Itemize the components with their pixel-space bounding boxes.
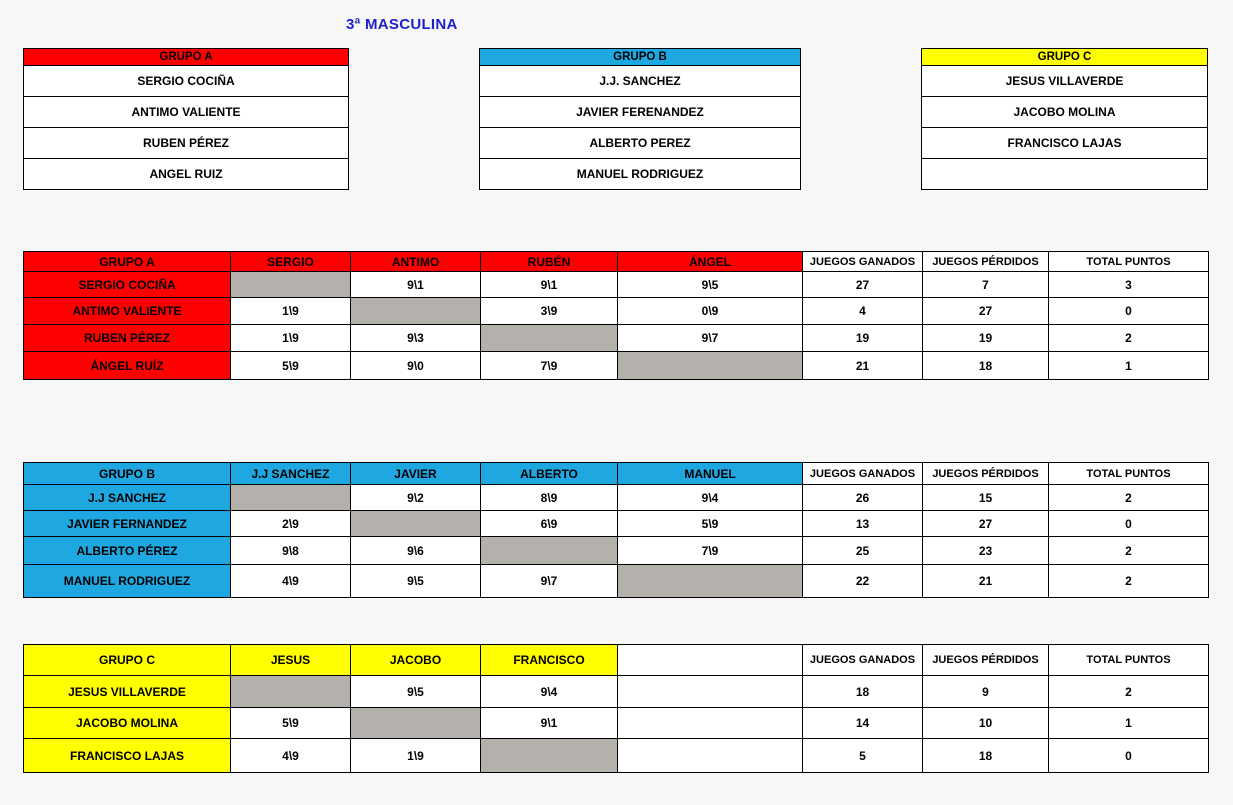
points-cell: 0 — [1049, 298, 1209, 325]
group-b-player: ALBERTO PEREZ — [480, 128, 801, 159]
results-c-col: FRANCISCO — [481, 645, 618, 676]
score-cell: 9\4 — [481, 676, 618, 708]
empty-cell — [481, 537, 618, 565]
results-c-header: GRUPO C — [24, 645, 231, 676]
points-cell: 2 — [1049, 676, 1209, 708]
points-cell: 2 — [1049, 325, 1209, 352]
won-cell: 13 — [803, 511, 923, 537]
score-cell: 9\1 — [351, 272, 481, 298]
results-a-col: ÁNGEL — [618, 252, 803, 272]
won-cell: 5 — [803, 739, 923, 773]
group-b-player: MANUEL RODRIGUEZ — [480, 159, 801, 190]
lost-cell: 27 — [923, 511, 1049, 537]
score-cell — [618, 676, 803, 708]
group-a-player: RUBEN PÉREZ — [24, 128, 349, 159]
score-cell: 9\3 — [351, 325, 481, 352]
won-cell: 22 — [803, 565, 923, 598]
results-b-col: MANUEL — [618, 463, 803, 485]
won-cell: 25 — [803, 537, 923, 565]
won-cell: 21 — [803, 352, 923, 380]
lost-cell: 23 — [923, 537, 1049, 565]
group-c-player: JACOBO MOLINA — [922, 97, 1208, 128]
row-name: J.J SANCHEZ — [24, 485, 231, 511]
score-cell — [618, 739, 803, 773]
results-c-col: JESUS — [231, 645, 351, 676]
empty-cell — [481, 739, 618, 773]
points-cell: 0 — [1049, 511, 1209, 537]
lost-header: JUEGOS PÉRDIDOS — [923, 645, 1049, 676]
group-b-list — [479, 48, 801, 190]
score-cell: 9\7 — [481, 565, 618, 598]
empty-cell — [351, 511, 481, 537]
points-cell: 2 — [1049, 565, 1209, 598]
lost-cell: 15 — [923, 485, 1049, 511]
results-b-header: GRUPO B — [24, 463, 231, 485]
points-header: TOTAL PUNTOS — [1049, 252, 1209, 272]
results-b-col: J.J SANCHEZ — [231, 463, 351, 485]
group-b-results — [23, 462, 1209, 598]
won-cell: 4 — [803, 298, 923, 325]
points-header: TOTAL PUNTOS — [1049, 463, 1209, 485]
score-cell: 4\9 — [231, 565, 351, 598]
score-cell: 1\9 — [351, 739, 481, 773]
group-a-header: GRUPO A — [24, 49, 349, 66]
lost-header: JUEGOS PÉRDIDOS — [923, 252, 1049, 272]
page-title: 3ª MASCULINA — [346, 16, 458, 33]
points-cell: 1 — [1049, 352, 1209, 380]
score-cell: 9\0 — [351, 352, 481, 380]
row-name: ALBERTO PÉREZ — [24, 537, 231, 565]
row-name: MANUEL RODRIGUEZ — [24, 565, 231, 598]
score-cell: 5\9 — [231, 352, 351, 380]
won-header: JUEGOS GANADOS — [803, 645, 923, 676]
won-header: JUEGOS GANADOS — [803, 252, 923, 272]
empty-cell — [481, 325, 618, 352]
score-cell: 5\9 — [618, 511, 803, 537]
score-cell: 2\9 — [231, 511, 351, 537]
empty-cell — [231, 272, 351, 298]
won-cell: 26 — [803, 485, 923, 511]
empty-cell — [618, 352, 803, 380]
empty-cell — [351, 708, 481, 739]
row-name: JAVIER FERNANDEZ — [24, 511, 231, 537]
lost-cell: 10 — [923, 708, 1049, 739]
results-b-col: JAVIER — [351, 463, 481, 485]
score-cell: 7\9 — [481, 352, 618, 380]
points-cell: 3 — [1049, 272, 1209, 298]
score-cell: 0\9 — [618, 298, 803, 325]
lost-cell: 18 — [923, 739, 1049, 773]
score-cell: 9\2 — [351, 485, 481, 511]
group-c-player: FRANCISCO LAJAS — [922, 128, 1208, 159]
group-c-header: GRUPO C — [922, 49, 1208, 66]
won-header: JUEGOS GANADOS — [803, 463, 923, 485]
empty-cell — [351, 298, 481, 325]
points-cell: 0 — [1049, 739, 1209, 773]
score-cell: 9\1 — [481, 708, 618, 739]
results-c-col — [618, 645, 803, 676]
group-b-player: J.J. SANCHEZ — [480, 66, 801, 97]
group-a-player: ANTIMO VALIENTE — [24, 97, 349, 128]
empty-cell — [231, 485, 351, 511]
score-cell: 9\6 — [351, 537, 481, 565]
group-c-player: JESUS VILLAVERDE — [922, 66, 1208, 97]
lost-cell: 27 — [923, 298, 1049, 325]
lost-cell: 21 — [923, 565, 1049, 598]
points-header: TOTAL PUNTOS — [1049, 645, 1209, 676]
won-cell: 19 — [803, 325, 923, 352]
won-cell: 27 — [803, 272, 923, 298]
results-b-col: ALBERTO — [481, 463, 618, 485]
score-cell: 8\9 — [481, 485, 618, 511]
lost-cell: 19 — [923, 325, 1049, 352]
row-name: ÁNGEL RUÍZ — [24, 352, 231, 380]
score-cell: 9\8 — [231, 537, 351, 565]
score-cell: 9\5 — [351, 565, 481, 598]
score-cell: 9\1 — [481, 272, 618, 298]
score-cell: 4\9 — [231, 739, 351, 773]
row-name: RUBEN PÉREZ — [24, 325, 231, 352]
group-a-results — [23, 251, 1209, 380]
score-cell: 1\9 — [231, 298, 351, 325]
score-cell — [618, 708, 803, 739]
group-c-list — [921, 48, 1208, 190]
score-cell: 6\9 — [481, 511, 618, 537]
group-a-player: SERGIO COCIÑA — [24, 66, 349, 97]
won-cell: 18 — [803, 676, 923, 708]
empty-cell — [231, 676, 351, 708]
results-c-col: JACOBO — [351, 645, 481, 676]
lost-header: JUEGOS PÉRDIDOS — [923, 463, 1049, 485]
group-b-player: JAVIER FERENANDEZ — [480, 97, 801, 128]
score-cell: 9\7 — [618, 325, 803, 352]
score-cell: 1\9 — [231, 325, 351, 352]
points-cell: 1 — [1049, 708, 1209, 739]
row-name: ANTIMO VALIENTE — [24, 298, 231, 325]
group-a-list — [23, 48, 349, 190]
lost-cell: 18 — [923, 352, 1049, 380]
score-cell: 9\5 — [351, 676, 481, 708]
row-name: SERGIO COCIÑA — [24, 272, 231, 298]
won-cell: 14 — [803, 708, 923, 739]
lost-cell: 7 — [923, 272, 1049, 298]
empty-cell — [618, 565, 803, 598]
row-name: FRANCISCO LAJAS — [24, 739, 231, 773]
score-cell: 3\9 — [481, 298, 618, 325]
group-b-header: GRUPO B — [480, 49, 801, 66]
row-name: JESUS VILLAVERDE — [24, 676, 231, 708]
group-c-player — [922, 159, 1208, 190]
lost-cell: 9 — [923, 676, 1049, 708]
points-cell: 2 — [1049, 485, 1209, 511]
row-name: JACOBO MOLINA — [24, 708, 231, 739]
score-cell: 7\9 — [618, 537, 803, 565]
group-a-player: ANGEL RUIZ — [24, 159, 349, 190]
results-a-col: SERGIO — [231, 252, 351, 272]
results-a-col: RUBÉN — [481, 252, 618, 272]
score-cell: 5\9 — [231, 708, 351, 739]
results-a-header: GRUPO A — [24, 252, 231, 272]
results-a-col: ANTIMO — [351, 252, 481, 272]
score-cell: 9\5 — [618, 272, 803, 298]
score-cell: 9\4 — [618, 485, 803, 511]
group-c-results — [23, 644, 1209, 773]
points-cell: 2 — [1049, 537, 1209, 565]
